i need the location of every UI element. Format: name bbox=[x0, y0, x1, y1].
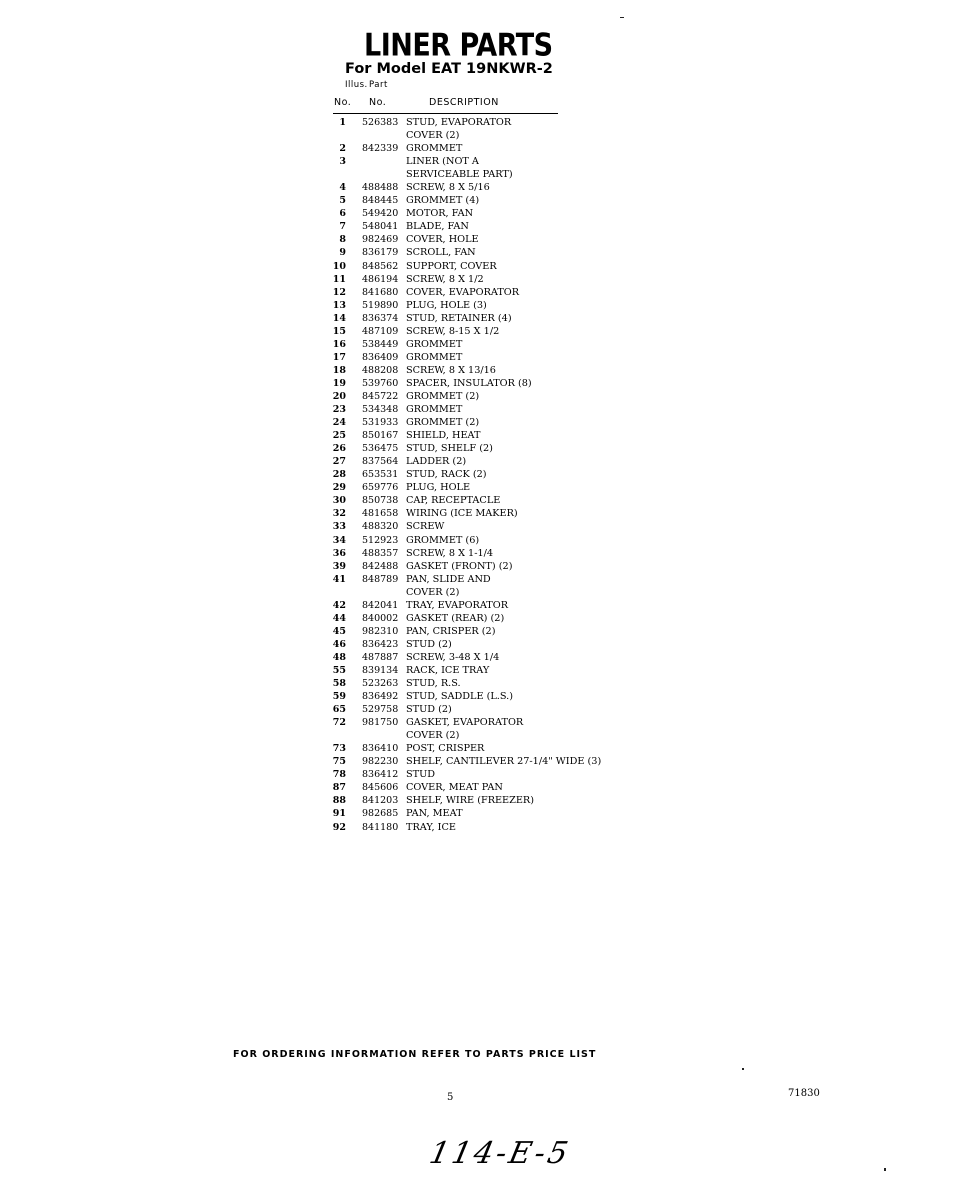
part-description: GROMMET bbox=[406, 351, 463, 363]
illus-number: 20 bbox=[332, 390, 346, 402]
illus-number: 4 bbox=[339, 182, 346, 194]
illus-header-label: Illus. bbox=[345, 80, 368, 90]
illus-number: 15 bbox=[332, 325, 346, 337]
illus-number: 9 bbox=[339, 247, 346, 259]
part-description: SCREW, 3-48 X 1/4 bbox=[406, 651, 500, 663]
part-number: 842488 bbox=[362, 560, 399, 572]
part-number: 549420 bbox=[362, 208, 399, 220]
parts-row bbox=[330, 573, 650, 599]
parts-row bbox=[330, 273, 650, 286]
page-number: 5 bbox=[447, 1092, 454, 1103]
part-description: STUD, EVAPORATOR COVER (2) bbox=[406, 117, 512, 142]
parts-row bbox=[330, 507, 650, 520]
scan-speck bbox=[742, 1068, 744, 1070]
part-number: 488320 bbox=[362, 521, 399, 533]
description-header: DESCRIPTION bbox=[429, 97, 499, 108]
part-no-header: No. bbox=[369, 97, 387, 108]
parts-row bbox=[330, 194, 650, 207]
part-description: STUD, RETAINER (4) bbox=[406, 312, 512, 324]
part-description: COVER, MEAT PAN bbox=[406, 782, 503, 794]
part-description: STUD, SADDLE (L.S.) bbox=[406, 691, 514, 703]
part-number: 841180 bbox=[362, 821, 399, 833]
part-description: SCROLL, FAN bbox=[406, 247, 476, 259]
parts-row bbox=[330, 794, 650, 807]
illus-number: 6 bbox=[339, 208, 346, 220]
part-number: 488357 bbox=[362, 547, 399, 559]
illus-number: 8 bbox=[339, 234, 346, 246]
illus-number: 34 bbox=[332, 534, 346, 546]
part-number: 848445 bbox=[362, 195, 399, 207]
illus-number: 39 bbox=[332, 560, 346, 572]
illus-number: 17 bbox=[332, 351, 346, 363]
part-description: LINER (NOT A SERVICEABLE PART) bbox=[406, 156, 513, 181]
illus-number: 13 bbox=[332, 299, 346, 311]
illus-number: 75 bbox=[332, 756, 346, 768]
part-number: 842339 bbox=[362, 143, 399, 155]
parts-row bbox=[330, 220, 650, 233]
part-number: 842041 bbox=[362, 599, 399, 611]
part-number: 836374 bbox=[362, 312, 399, 324]
part-description: SHELF, WIRE (FREEZER) bbox=[406, 795, 535, 807]
illus-number: 58 bbox=[332, 678, 346, 690]
part-description: WIRING (ICE MAKER) bbox=[406, 508, 518, 520]
part-description: PLUG, HOLE (3) bbox=[406, 299, 487, 311]
part-number: 840002 bbox=[362, 612, 399, 624]
part-description: SUPPORT, COVER bbox=[406, 260, 497, 272]
parts-row bbox=[330, 181, 650, 194]
part-description: STUD, R.S. bbox=[406, 678, 461, 690]
document-number: 71830 bbox=[788, 1088, 820, 1099]
part-number: 487109 bbox=[362, 325, 399, 337]
illus-number: 78 bbox=[332, 769, 346, 781]
part-description: SHELF, CANTILEVER 27-1/4" WIDE (3) bbox=[406, 756, 602, 768]
illus-number: 55 bbox=[332, 664, 346, 676]
parts-row bbox=[330, 781, 650, 794]
illus-number: 41 bbox=[332, 573, 346, 585]
part-number: 836410 bbox=[362, 743, 399, 755]
illus-number: 48 bbox=[332, 651, 346, 663]
part-description: MOTOR, FAN bbox=[406, 208, 474, 220]
illus-number: 88 bbox=[332, 795, 346, 807]
parts-row bbox=[330, 494, 650, 507]
illus-number: 18 bbox=[332, 364, 346, 376]
illus-number: 32 bbox=[332, 508, 346, 520]
scan-speck bbox=[884, 1168, 886, 1171]
part-description: TRAY, ICE bbox=[406, 821, 456, 833]
scan-speck bbox=[620, 17, 624, 18]
part-description: STUD, RACK (2) bbox=[406, 469, 487, 481]
part-description: SPACER, INSULATOR (8) bbox=[406, 377, 532, 389]
part-description: GROMMET (2) bbox=[406, 417, 480, 429]
part-description: COVER, EVAPORATOR bbox=[406, 286, 520, 298]
illus-number: 26 bbox=[332, 443, 346, 455]
part-description: SHIELD, HEAT bbox=[406, 430, 481, 442]
illus-number: 73 bbox=[332, 743, 346, 755]
part-number: 982469 bbox=[362, 234, 399, 246]
parts-row bbox=[330, 142, 650, 155]
illus-number: 28 bbox=[332, 469, 346, 481]
parts-row bbox=[330, 364, 650, 377]
parts-row bbox=[330, 807, 650, 820]
part-description: GROMMET bbox=[406, 338, 463, 350]
illus-number: 29 bbox=[332, 482, 346, 494]
parts-row bbox=[330, 520, 650, 533]
part-number: 982310 bbox=[362, 625, 399, 637]
part-description: STUD (2) bbox=[406, 704, 452, 716]
part-description: RACK, ICE TRAY bbox=[406, 664, 490, 676]
illus-number: 45 bbox=[332, 625, 346, 637]
part-description: GASKET, EVAPORATOR COVER (2) bbox=[406, 717, 524, 742]
part-number: 538449 bbox=[362, 338, 399, 350]
part-number: 526383 bbox=[362, 117, 399, 128]
parts-row bbox=[330, 325, 650, 338]
parts-row bbox=[330, 690, 650, 703]
handwritten-note: 114-E-5 bbox=[426, 1136, 574, 1171]
part-number: 845722 bbox=[362, 390, 399, 402]
part-number: 488488 bbox=[362, 182, 399, 194]
parts-row bbox=[330, 599, 650, 612]
part-number: 531933 bbox=[362, 417, 399, 429]
parts-row bbox=[330, 260, 650, 273]
illus-number: 2 bbox=[339, 143, 346, 155]
part-description: POST, CRISPER bbox=[406, 743, 485, 755]
illus-number: 5 bbox=[339, 195, 346, 207]
parts-row bbox=[330, 534, 650, 547]
part-description: SCREW, 8 X 1-1/4 bbox=[406, 547, 494, 559]
part-description: SCREW, 8 X 1/2 bbox=[406, 273, 484, 285]
parts-row bbox=[330, 703, 650, 716]
part-number: 653531 bbox=[362, 469, 399, 481]
model-subtitle: For Model EAT 19NKWR-2 bbox=[345, 61, 553, 77]
part-number: 848789 bbox=[362, 573, 399, 585]
illus-number: 7 bbox=[339, 221, 346, 233]
illus-number: 42 bbox=[332, 599, 346, 611]
part-description: SCREW, 8 X 5/16 bbox=[406, 182, 490, 194]
parts-row bbox=[330, 377, 650, 390]
part-number: 836409 bbox=[362, 351, 399, 363]
part-header-label: Part bbox=[369, 80, 388, 90]
part-description: GROMMET (4) bbox=[406, 195, 480, 207]
part-number: 536475 bbox=[362, 443, 399, 455]
part-description: PLUG, HOLE bbox=[406, 482, 471, 494]
illus-number: 23 bbox=[332, 404, 346, 416]
part-number: 841203 bbox=[362, 795, 399, 807]
part-description: SCREW, 8 X 13/16 bbox=[406, 364, 496, 376]
illus-number: 92 bbox=[332, 821, 346, 833]
part-number: 848562 bbox=[362, 260, 399, 272]
part-description: COVER, HOLE bbox=[406, 234, 479, 246]
parts-row bbox=[330, 116, 650, 142]
parts-row bbox=[330, 481, 650, 494]
part-description: GASKET (REAR) (2) bbox=[406, 612, 505, 624]
parts-row bbox=[330, 560, 650, 573]
parts-row bbox=[330, 455, 650, 468]
parts-row bbox=[330, 233, 650, 246]
parts-row bbox=[330, 716, 650, 742]
illus-number: 27 bbox=[332, 456, 346, 468]
illus-number: 11 bbox=[332, 273, 346, 285]
part-description: STUD (2) bbox=[406, 638, 452, 650]
part-description: GROMMET bbox=[406, 404, 463, 416]
part-number: 836492 bbox=[362, 691, 399, 703]
parts-row bbox=[330, 286, 650, 299]
parts-list bbox=[330, 116, 650, 834]
part-number: 488208 bbox=[362, 364, 399, 376]
parts-row bbox=[330, 768, 650, 781]
part-number: 529758 bbox=[362, 704, 399, 716]
part-description: STUD bbox=[406, 769, 436, 781]
parts-row bbox=[330, 246, 650, 259]
part-number: 841680 bbox=[362, 286, 399, 298]
illus-number: 16 bbox=[332, 338, 346, 350]
parts-row bbox=[330, 312, 650, 325]
illus-number: 3 bbox=[339, 156, 346, 168]
illus-no-header: No. bbox=[334, 97, 352, 108]
part-number: 850167 bbox=[362, 430, 399, 442]
illus-number: 33 bbox=[332, 521, 346, 533]
parts-row bbox=[330, 338, 650, 351]
parts-row bbox=[330, 403, 650, 416]
parts-row bbox=[330, 416, 650, 429]
parts-row bbox=[330, 429, 650, 442]
part-number: 981750 bbox=[362, 717, 399, 729]
part-number: 534348 bbox=[362, 404, 399, 416]
parts-row bbox=[330, 207, 650, 220]
part-description: SCREW bbox=[406, 521, 445, 533]
part-description: GROMMET (2) bbox=[406, 390, 480, 402]
part-number: 850738 bbox=[362, 495, 399, 507]
part-number: 519890 bbox=[362, 299, 399, 311]
part-description: GASKET (FRONT) (2) bbox=[406, 560, 513, 572]
illus-number: 30 bbox=[332, 495, 346, 507]
part-number: 839134 bbox=[362, 664, 399, 676]
part-number: 523263 bbox=[362, 678, 399, 690]
part-description: GROMMET (6) bbox=[406, 534, 480, 546]
part-number: 845606 bbox=[362, 782, 399, 794]
illus-number: 14 bbox=[332, 312, 346, 324]
part-number: 836412 bbox=[362, 769, 399, 781]
parts-row bbox=[330, 625, 650, 638]
part-description: STUD, SHELF (2) bbox=[406, 443, 493, 455]
header-divider bbox=[333, 113, 558, 114]
parts-row bbox=[330, 351, 650, 364]
part-number: 548041 bbox=[362, 221, 399, 233]
parts-row bbox=[330, 468, 650, 481]
parts-row bbox=[330, 742, 650, 755]
ordering-footer: FOR ORDERING INFORMATION REFER TO PARTS PRICE LIST bbox=[233, 1049, 597, 1060]
page-title: LINER PARTS bbox=[364, 28, 553, 64]
illus-number: 36 bbox=[332, 547, 346, 559]
part-number: 512923 bbox=[362, 534, 399, 546]
parts-row bbox=[330, 651, 650, 664]
part-number: 982230 bbox=[362, 756, 399, 768]
part-description: PAN, MEAT bbox=[406, 808, 463, 820]
parts-row bbox=[330, 612, 650, 625]
part-description: CAP, RECEPTACLE bbox=[406, 495, 501, 507]
parts-row bbox=[330, 547, 650, 560]
part-number: 659776 bbox=[362, 482, 399, 494]
part-number: 539760 bbox=[362, 377, 399, 389]
part-description: GROMMET bbox=[406, 143, 463, 155]
illus-number: 44 bbox=[332, 612, 346, 624]
illus-number: 10 bbox=[332, 260, 346, 272]
part-description: SCREW, 8-15 X 1/2 bbox=[406, 325, 500, 337]
part-number: 487887 bbox=[362, 651, 399, 663]
illus-number: 91 bbox=[332, 808, 346, 820]
parts-row bbox=[330, 755, 650, 768]
parts-row bbox=[330, 638, 650, 651]
part-number: 486194 bbox=[362, 273, 399, 285]
parts-row bbox=[330, 821, 650, 834]
illus-number: 19 bbox=[332, 377, 346, 389]
part-description: LADDER (2) bbox=[406, 456, 467, 468]
part-number: 836423 bbox=[362, 638, 399, 650]
illus-number: 87 bbox=[332, 782, 346, 794]
parts-row bbox=[330, 664, 650, 677]
illus-number: 12 bbox=[332, 286, 346, 298]
part-description: BLADE, FAN bbox=[406, 221, 469, 233]
part-number: 836179 bbox=[362, 247, 399, 259]
part-number: 837564 bbox=[362, 456, 399, 468]
parts-row bbox=[330, 390, 650, 403]
illus-number: 72 bbox=[332, 717, 346, 729]
parts-row bbox=[330, 155, 650, 181]
parts-row bbox=[330, 677, 650, 690]
illus-number: 1 bbox=[339, 117, 346, 128]
parts-row bbox=[330, 442, 650, 455]
illus-number: 65 bbox=[332, 704, 346, 716]
part-description: TRAY, EVAPORATOR bbox=[406, 599, 508, 611]
part-number: 982685 bbox=[362, 808, 399, 820]
illus-number: 25 bbox=[332, 430, 346, 442]
illus-number: 24 bbox=[332, 417, 346, 429]
illus-number: 46 bbox=[332, 638, 346, 650]
parts-row bbox=[330, 299, 650, 312]
part-number: 481658 bbox=[362, 508, 399, 520]
part-description: PAN, CRISPER (2) bbox=[406, 625, 496, 637]
part-description: PAN, SLIDE AND COVER (2) bbox=[406, 573, 491, 598]
illus-number: 59 bbox=[332, 691, 346, 703]
